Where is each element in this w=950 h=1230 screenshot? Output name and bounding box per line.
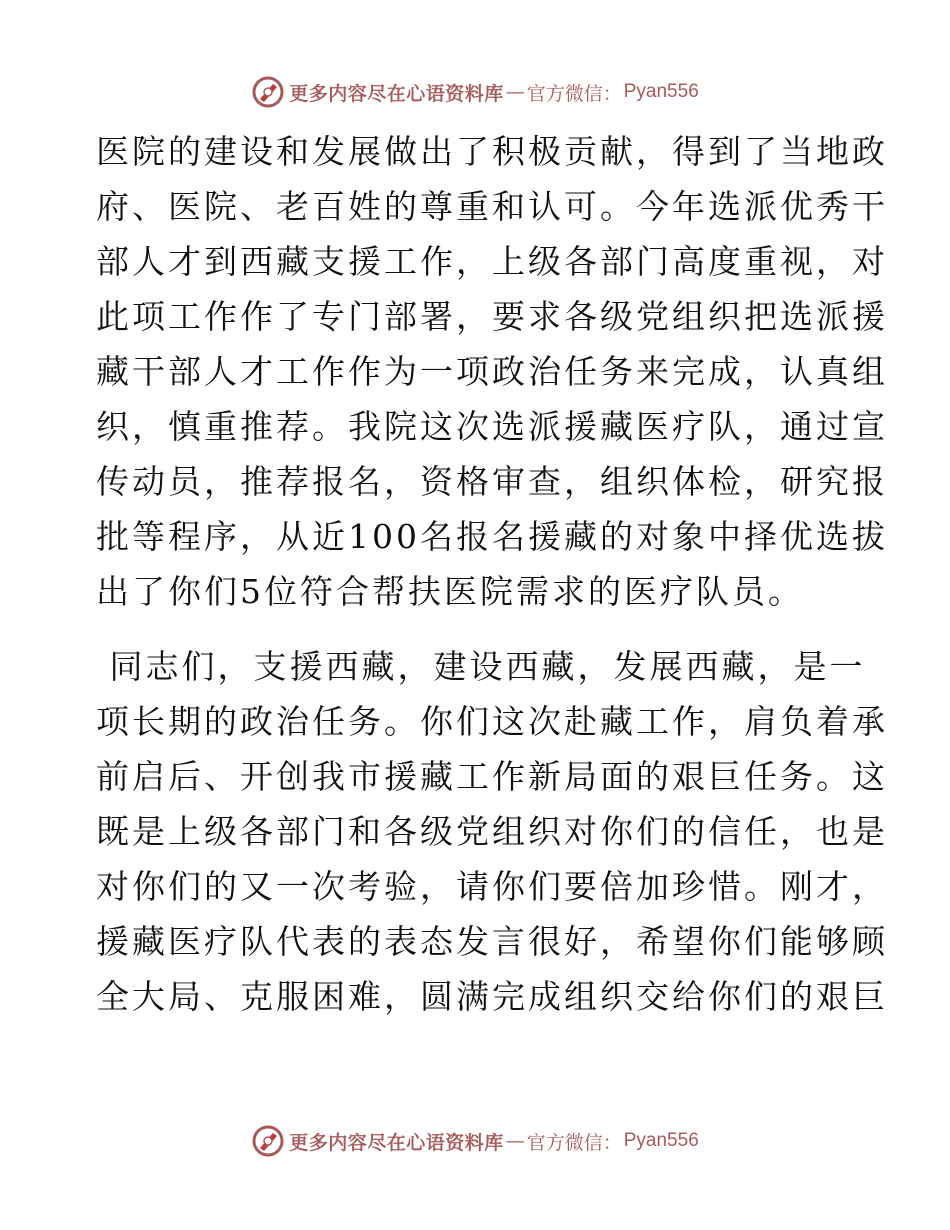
text-line: 项长期的政治任务。你们这次赴藏工作，肩负着承: [96, 702, 888, 741]
logo-icon: [251, 1124, 285, 1158]
text-line: 批等程序，从近100名报名援藏的对象中择优选拔: [96, 517, 888, 556]
paragraph-2: [96, 639, 888, 1024]
text-line: 出了你们5位符合帮扶医院需求的医疗队员。: [96, 572, 804, 611]
watermark-dash: —: [505, 81, 525, 103]
text-line: 同志们，支援西藏，建设西藏，发展西藏，是一: [96, 647, 866, 686]
text-line: 援藏医疗队代表的表态发言很好，希望你们能够顾: [96, 922, 888, 961]
text-line: 部人才到西藏支援工作，上级各部门高度重视，对: [96, 242, 888, 281]
watermark-handle: Pyan556: [623, 81, 699, 102]
text-line: 藏干部人才工作作为一项政治任务来完成，认真组: [96, 352, 888, 391]
text-line: 织，慎重推荐。我院这次选派援藏医疗队，通过宣: [96, 407, 888, 446]
document-body: [96, 124, 888, 1024]
watermark-wechat-label: 官方微信：: [526, 82, 622, 105]
logo-icon: [251, 75, 285, 109]
text-line: 此项工作作了专门部署，要求各级党组织把选派援: [96, 297, 888, 336]
text-line: 前启后、开创我市援藏工作新局面的艰巨任务。这: [96, 757, 888, 796]
text-line: 全大局、克服困难，圆满完成组织交给你们的艰巨: [96, 977, 888, 1016]
watermark-dash: —: [505, 1130, 525, 1152]
text-line: 既是上级各部门和各级党组织对你们的信任，也是: [96, 812, 888, 851]
text-line: 对你们的又一次考验，请你们要倍加珍惜。刚才，: [96, 867, 888, 906]
paragraph-1: [96, 124, 888, 619]
header-watermark-banner: [0, 72, 950, 112]
watermark-wechat-label: 官方微信：: [526, 1131, 622, 1154]
footer-watermark-banner: [0, 1121, 950, 1161]
watermark-site-text: 更多内容尽在心语资料库: [289, 1131, 504, 1154]
watermark-site-text: 更多内容尽在心语资料库: [289, 82, 504, 105]
text-line: 府、医院、老百姓的尊重和认可。今年选派优秀干: [96, 187, 888, 226]
watermark-handle: Pyan556: [623, 1130, 699, 1151]
paragraph-gap: [96, 619, 856, 639]
text-line: 传动员，推荐报名，资格审查，组织体检，研究报: [96, 462, 888, 501]
text-line: 医院的建设和发展做出了积极贡献，得到了当地政: [96, 132, 888, 171]
